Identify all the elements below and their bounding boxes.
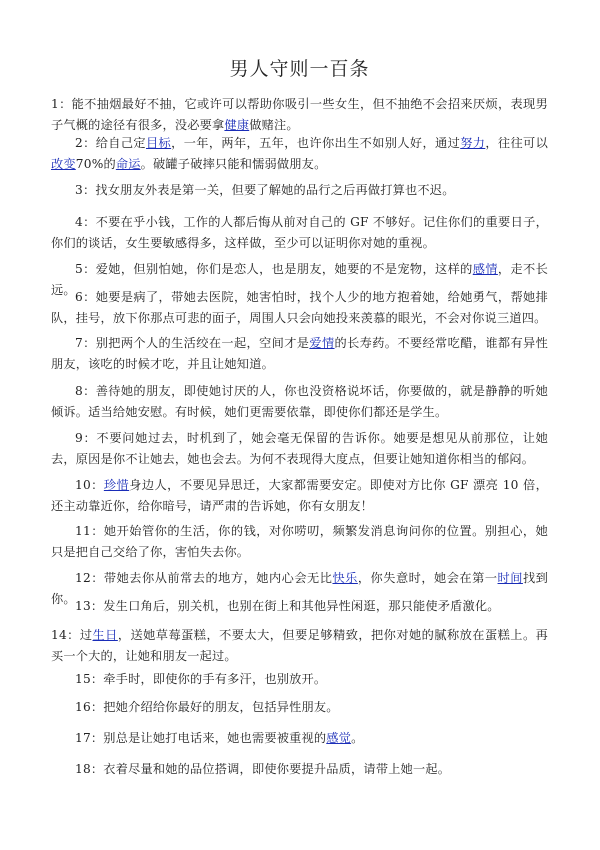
- paragraph-text: 13：发生口角后，别关机，也别在街上和其他异性闲逛，那只能使矛盾激化。: [75, 599, 500, 613]
- page-title: 男人守则一百条: [229, 58, 370, 80]
- paragraph-text: 的长寿药。不要经常吃醋，谁都有异性朋友，该吃的时候才吃，并且让她知道。: [51, 336, 548, 371]
- paragraph-text: 2：给自己定: [75, 136, 146, 150]
- keyword-link[interactable]: 健康: [224, 118, 250, 132]
- paragraph-3: [51, 180, 548, 201]
- keyword-link[interactable]: 命运: [115, 157, 141, 171]
- paragraph-text: 7：别把两个人的生活绞在一起，空间才是: [75, 336, 310, 350]
- keyword-link[interactable]: 努力: [460, 136, 486, 150]
- paragraph-text: 做赌注。: [249, 118, 299, 132]
- keyword-link[interactable]: 改变: [51, 157, 76, 171]
- paragraph-9: [51, 428, 548, 470]
- paragraph-text: 15：牵手时，即使你的手有多汗，也别放开。: [75, 672, 327, 686]
- paragraph-text: 18：衣着尽量和她的品位搭调，即使你要提升品质，请带上她一起。: [75, 762, 451, 776]
- paragraph-text: 12：带她去你从前常去的地方，她内心会无比: [75, 571, 333, 585]
- paragraph-text: 找到你。: [51, 571, 549, 606]
- paragraph-10: [51, 475, 548, 517]
- keyword-link[interactable]: 时间: [497, 571, 523, 585]
- keyword-link[interactable]: 爱情: [309, 336, 335, 350]
- paragraph-text: ，你失意时，她会在第一: [357, 571, 498, 585]
- keyword-link[interactable]: 感觉: [326, 731, 352, 745]
- paragraph-text: 。: [351, 731, 364, 745]
- keyword-link[interactable]: 生日: [92, 628, 118, 642]
- paragraph-14: [51, 625, 548, 667]
- paragraph-text: 。破罐子破摔只能和懦弱做朋友。: [140, 157, 327, 171]
- paragraph-text: ，送她草莓蛋糕，不要太大，但要足够精致，把你对她的腻称放在蛋糕上。再买一个大的，让她和朋友一起过。: [51, 628, 548, 663]
- paragraph-text: 4：不要在乎小钱，工作的人都后悔从前对自己的 GF 不够好。记住你们的重要日子，你们的谈话，女生要敏感得多，这样做，至少可以证明你对她的重视。: [51, 215, 548, 250]
- paragraph-8: [51, 381, 548, 423]
- paragraph-11: [51, 521, 548, 563]
- paragraph-text: 10：: [75, 478, 104, 492]
- paragraph-text: 5：爱她，但别怕她，你们是恋人，也是朋友，她要的不是宠物，这样的: [75, 262, 473, 276]
- paragraph-text: 身边人，不要见异思迁，大家都需要安定。即使对方比你 GF 漂亮 10 倍，还主动靠近你，给你暗号，请严肃的告诉她，你有女朋友！: [51, 478, 548, 513]
- paragraph-4: [51, 212, 548, 254]
- paragraph-1: [51, 94, 548, 136]
- paragraph-18: [51, 759, 548, 780]
- keyword-link[interactable]: 快乐: [332, 571, 358, 585]
- paragraph-text: 3：找女朋友外表是第一关，但要了解她的品行之后再做打算也不迟。: [75, 183, 455, 197]
- paragraph-17: [51, 728, 548, 749]
- paragraph-text: 16：把她介绍给你最好的朋友，包括异性朋友。: [75, 700, 339, 714]
- paragraph-6: [51, 287, 548, 329]
- paragraph-text: 1：能不抽烟最好不抽，它或许可以帮助你吸引一些女生，但不抽绝不会招来厌烦，表现男子气概的途径有很多，没必要拿: [51, 97, 548, 132]
- paragraph-text: 17：别总是让她打电话来，她也需要被重视的: [75, 731, 327, 745]
- paragraph-15: [51, 669, 548, 690]
- paragraph-2: [51, 133, 548, 175]
- paragraph-7: [51, 333, 548, 375]
- paragraph-text: 11：她开始管你的生活，你的钱，对你唠叨，频繁发消息询问你的位置。别担心，她只是把自己交给了你，害怕失去你。: [51, 524, 548, 559]
- paragraph-text: ，往往可以: [485, 136, 548, 150]
- paragraph-text: 70%的: [75, 157, 116, 171]
- paragraph-text: 9：不要问她过去，时机到了，她会毫无保留的告诉你。她要是想见从前那位，让她去，原因是你不让她去，她也会去。为何不表现得大度点，但要让她知道你相当的郁闷。: [51, 431, 548, 466]
- paragraph-13: [51, 596, 548, 617]
- keyword-link[interactable]: 目标: [145, 136, 172, 150]
- keyword-link[interactable]: 感情: [472, 262, 498, 276]
- paragraph-16: [51, 697, 548, 718]
- paragraph-text: 8：善待她的朋友，即使她讨厌的人，你也没资格说坏话，你要做的，就是静静的听她倾诉。适当给她安慰。有时候，她们更需要依靠，即使你们都还是学生。: [51, 384, 548, 419]
- paragraph-text: 14：过: [51, 628, 93, 642]
- paragraph-text: ，走不长远。: [51, 262, 548, 297]
- paragraph-text: ，一年，两年，五年，也许你出生不如别人好，通过: [171, 136, 461, 150]
- keyword-link[interactable]: 珍惜: [103, 478, 130, 492]
- paragraph-text: 6：她要是病了，带她去医院，她害怕时，找个人少的地方抱着她，给她勇气，帮她排队，挂号，放下你那点可悲的面子，周围人只会向她投来羡慕的眼光，不会对你说三道四。: [51, 290, 548, 325]
